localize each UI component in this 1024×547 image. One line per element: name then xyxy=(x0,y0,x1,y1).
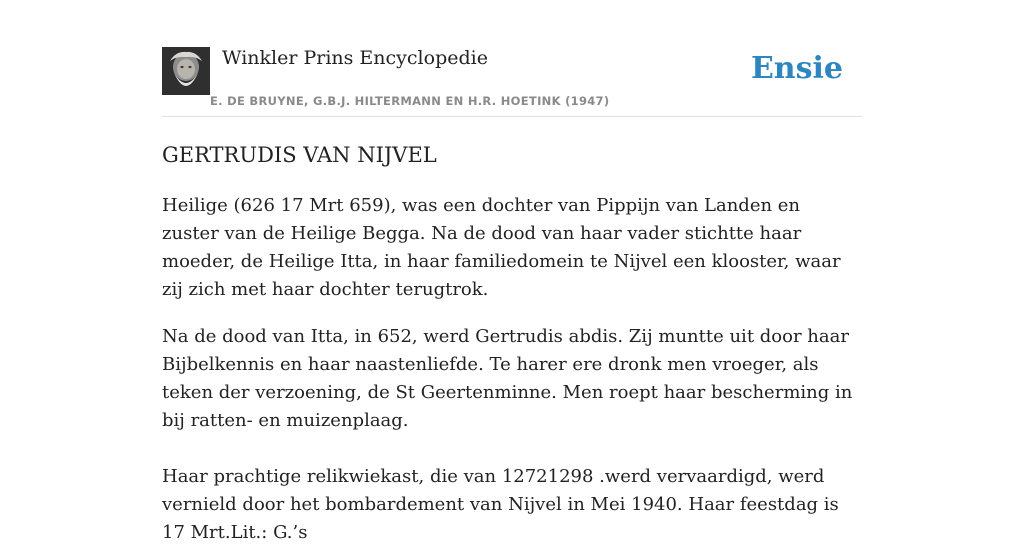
ensie-logo-link[interactable]: Ensie xyxy=(750,51,843,86)
header xyxy=(162,0,862,117)
book-title[interactable]: Winkler Prins Encyclopedie xyxy=(222,47,488,69)
book-authors: E. DE BRUYNE, G.B.J. HILTERMANN EN H.R. HOETINK (1947) xyxy=(210,94,610,108)
entry-title: GERTRUDIS VAN NIJVEL xyxy=(162,143,437,167)
entry-paragraph: Na de dood van Itta, in 652, werd Gertrudis abdis. Zij muntte uit door haar Bijbelkennis en haar naastenliefde. Te harer ere dronk men vroeger, als teken der verzoening, de St Geertenminne. Men roept haar bescherming in bij ratten- en muizenplaag. xyxy=(162,326,853,431)
page xyxy=(162,0,862,543)
entry-paragraph: Haar prachtige relikwiekast, die van 12721298 .werd vervaardigd, werd vernield door het bombardement van Nijvel in Mei 1940. Haar feestdag is 17 Mrt.Lit.: G.’s xyxy=(162,466,839,543)
entry-paragraph: Heilige (626 17 Mrt 659), was een dochter van Pippijn van Landen en zuster van de Heilige Begga. Na de dood van haar vader stichtte haar moeder, de Heilige Itta, in haar familiedomein te Nijvel een klooster, waar zij zich met haar dochter terugtrok. xyxy=(162,195,841,300)
portrait-avatar-icon[interactable] xyxy=(162,47,210,95)
